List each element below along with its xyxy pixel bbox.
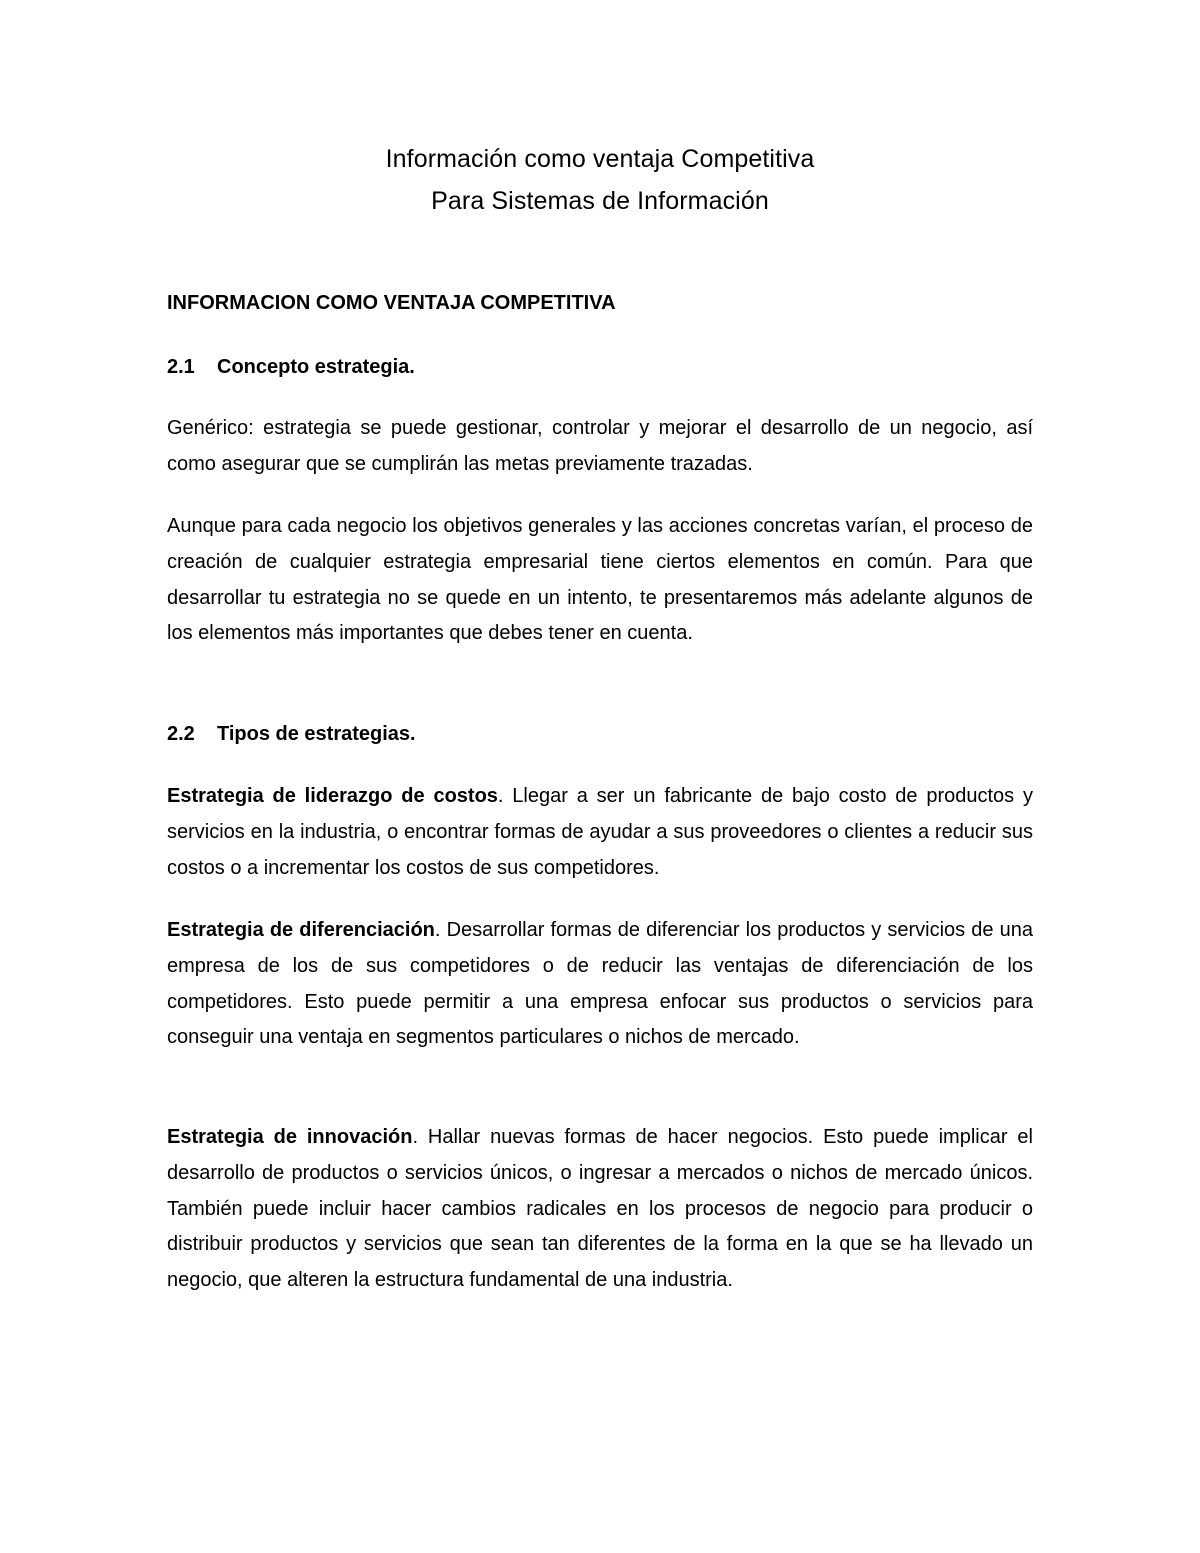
strategy-term: Estrategia de diferenciación — [167, 919, 435, 941]
strategy-diferenciacion — [167, 913, 1033, 1056]
title-line-1: Información como ventaja Competitiva — [385, 145, 815, 173]
strategy-description: . Desarrollar formas de diferenciar los productos y servicios de una empresa de los de sus competidores o de reducir las ventajas de diferenciación de los competidores. Esto puede permitir a una empresa enfocar sus productos o servicios para conseguir una ventaja en segmentos particulares o nichos de mercado. — [167, 919, 1033, 1049]
heading-text: Tipos de estrategias. — [217, 723, 416, 745]
heading-number: 2.2 — [167, 723, 195, 745]
strategy-liderazgo-costos — [167, 779, 1033, 886]
paragraph-text: Genérico: estrategia se puede gestionar, controlar y mejorar el desarrollo de un negocio, así como asegurar que se cumplirán las metas previamente trazadas. — [167, 417, 1033, 475]
heading-number: 2.1 — [167, 356, 195, 378]
section-title — [167, 288, 1033, 318]
document-title — [0, 138, 1200, 222]
heading-tipos — [167, 719, 1033, 749]
paragraph-text: Aunque para cada negocio los objetivos generales y las acciones concretas varían, el proceso de creación de cualquier estrategia empresarial tiene ciertos elementos en común. Para que desarrollar tu estrategia no se quede en un intento, te presentaremos más adelante algunos de los elementos más importantes que debes tener en cuenta. — [167, 515, 1033, 645]
section-title-text: INFORMACION COMO VENTAJA COMPETITIVA — [167, 292, 616, 314]
paragraph-aunque — [167, 509, 1033, 652]
strategy-description: . Llegar a ser un fabricante de bajo costo de productos y servicios en la industria, o encontrar formas de ayudar a sus proveedores o clientes a reducir sus costos o a incrementar los costos de sus competidores. — [167, 785, 1033, 879]
strategy-innovacion — [167, 1120, 1033, 1299]
title-line-2: Para Sistemas de Información — [431, 187, 769, 215]
paragraph-generico — [167, 411, 1033, 483]
strategy-term: Estrategia de innovación — [167, 1126, 413, 1148]
strategy-term: Estrategia de liderazgo de costos — [167, 785, 498, 807]
heading-text: Concepto estrategia. — [217, 356, 415, 378]
heading-concepto — [167, 352, 1033, 382]
strategy-description: . Hallar nuevas formas de hacer negocios. Esto puede implicar el desarrollo de productos o servicios únicos, o ingresar a mercados o nichos de mercado únicos. También puede incluir hacer cambios radicales en los procesos de negocio para producir o distribuir productos y servicios que sean tan diferentes de la forma en la que se ha llevado un negocio, que alteren la estructura fundamental de una industria. — [167, 1126, 1033, 1292]
